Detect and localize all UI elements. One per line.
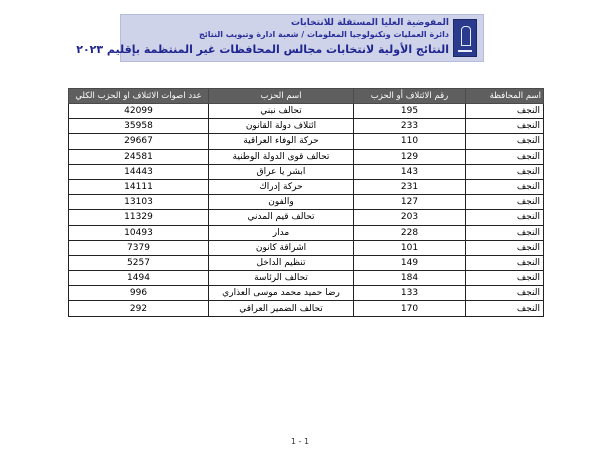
cell-party-name: رضا حميد محمد موسى العذاري — [209, 286, 354, 301]
table-row — [69, 271, 544, 286]
cell-governorate: النجف — [466, 179, 544, 194]
table-row — [69, 104, 544, 119]
cell-party-name: حركة الوفاء العراقية — [209, 134, 354, 149]
cell-party-name: اشراقة كانون — [209, 240, 354, 255]
commission-name: المفوضية العليا المستقلة للانتخابات — [291, 18, 449, 28]
cell-governorate: النجف — [466, 104, 544, 119]
table-row — [69, 179, 544, 194]
cell-party-name: تحالف نبني — [209, 104, 354, 119]
cell-votes: 11329 — [69, 210, 209, 225]
cell-votes: 10493 — [69, 225, 209, 240]
commission-logo-icon — [453, 19, 477, 57]
cell-party-name: تحالف الرئاسة — [209, 271, 354, 286]
cell-party-number: 101 — [354, 240, 466, 255]
cell-party-name: ابشر يا عراق — [209, 164, 354, 179]
cell-party-number: 203 — [354, 210, 466, 225]
cell-governorate: النجف — [466, 271, 544, 286]
table-row — [69, 225, 544, 240]
cell-party-number: 110 — [354, 134, 466, 149]
table-row — [69, 119, 544, 134]
cell-votes: 29667 — [69, 134, 209, 149]
table-row — [69, 301, 544, 316]
cell-governorate: النجف — [466, 286, 544, 301]
cell-party-name: ائتلاف دولة القانون — [209, 119, 354, 134]
cell-party-number: 129 — [354, 149, 466, 164]
header-banner — [76, 14, 484, 62]
cell-governorate: النجف — [466, 225, 544, 240]
cell-party-number: 184 — [354, 271, 466, 286]
table-row — [69, 134, 544, 149]
table-row — [69, 255, 544, 270]
cell-votes: 42099 — [69, 104, 209, 119]
cell-party-number: 228 — [354, 225, 466, 240]
cell-governorate: النجف — [466, 255, 544, 270]
cell-votes: 14111 — [69, 179, 209, 194]
cell-votes: 24581 — [69, 149, 209, 164]
cell-governorate: النجف — [466, 149, 544, 164]
cell-votes: 13103 — [69, 195, 209, 210]
table-row — [69, 164, 544, 179]
header-party-name: اسم الحزب — [209, 89, 354, 104]
cell-party-name: والفون — [209, 195, 354, 210]
table-row — [69, 210, 544, 225]
cell-party-name: تنظيم الداخل — [209, 255, 354, 270]
table-row — [69, 195, 544, 210]
cell-votes: 1494 — [69, 271, 209, 286]
cell-votes: 292 — [69, 301, 209, 316]
results-table — [68, 88, 544, 317]
header-total-votes: عدد اصوات الائتلاف او الحزب الكلي — [69, 89, 209, 104]
cell-party-name: تحالف قيم المدني — [209, 210, 354, 225]
cell-party-number: 170 — [354, 301, 466, 316]
table-row — [69, 240, 544, 255]
cell-governorate: النجف — [466, 195, 544, 210]
cell-party-number: 195 — [354, 104, 466, 119]
cell-governorate: النجف — [466, 240, 544, 255]
cell-votes: 7379 — [69, 240, 209, 255]
table-row — [69, 286, 544, 301]
cell-party-name: تحالف الضمير العراقي — [209, 301, 354, 316]
department-name: دائرة العمليات وتكنولوجيا المعلومات / شعبة ادارة وتبويب النتائج — [198, 30, 449, 39]
cell-governorate: النجف — [466, 301, 544, 316]
table-header-row — [69, 89, 544, 104]
cell-party-number: 143 — [354, 164, 466, 179]
page-number: 1 - 1 — [290, 437, 310, 446]
document-title: النتائج الأولية لانتخابات مجالس المحافظات غير المنتظمة بإقليم ٢٠٢٣ — [76, 43, 449, 56]
cell-votes: 35958 — [69, 119, 209, 134]
cell-party-number: 149 — [354, 255, 466, 270]
cell-party-name: حركة إدراك — [209, 179, 354, 194]
cell-governorate: النجف — [466, 210, 544, 225]
cell-party-name: تحالف قوى الدولة الوطنية — [209, 149, 354, 164]
header-governorate: اسم المحافظة — [466, 89, 544, 104]
cell-party-name: مدار — [209, 225, 354, 240]
cell-party-number: 233 — [354, 119, 466, 134]
cell-votes: 14443 — [69, 164, 209, 179]
cell-party-number: 133 — [354, 286, 466, 301]
cell-governorate: النجف — [466, 134, 544, 149]
cell-party-number: 231 — [354, 179, 466, 194]
cell-governorate: النجف — [466, 119, 544, 134]
table-row — [69, 149, 544, 164]
header-party-number: رقم الائتلاف أو الحزب — [354, 89, 466, 104]
cell-governorate: النجف — [466, 164, 544, 179]
cell-votes: 996 — [69, 286, 209, 301]
cell-votes: 5257 — [69, 255, 209, 270]
cell-party-number: 127 — [354, 195, 466, 210]
